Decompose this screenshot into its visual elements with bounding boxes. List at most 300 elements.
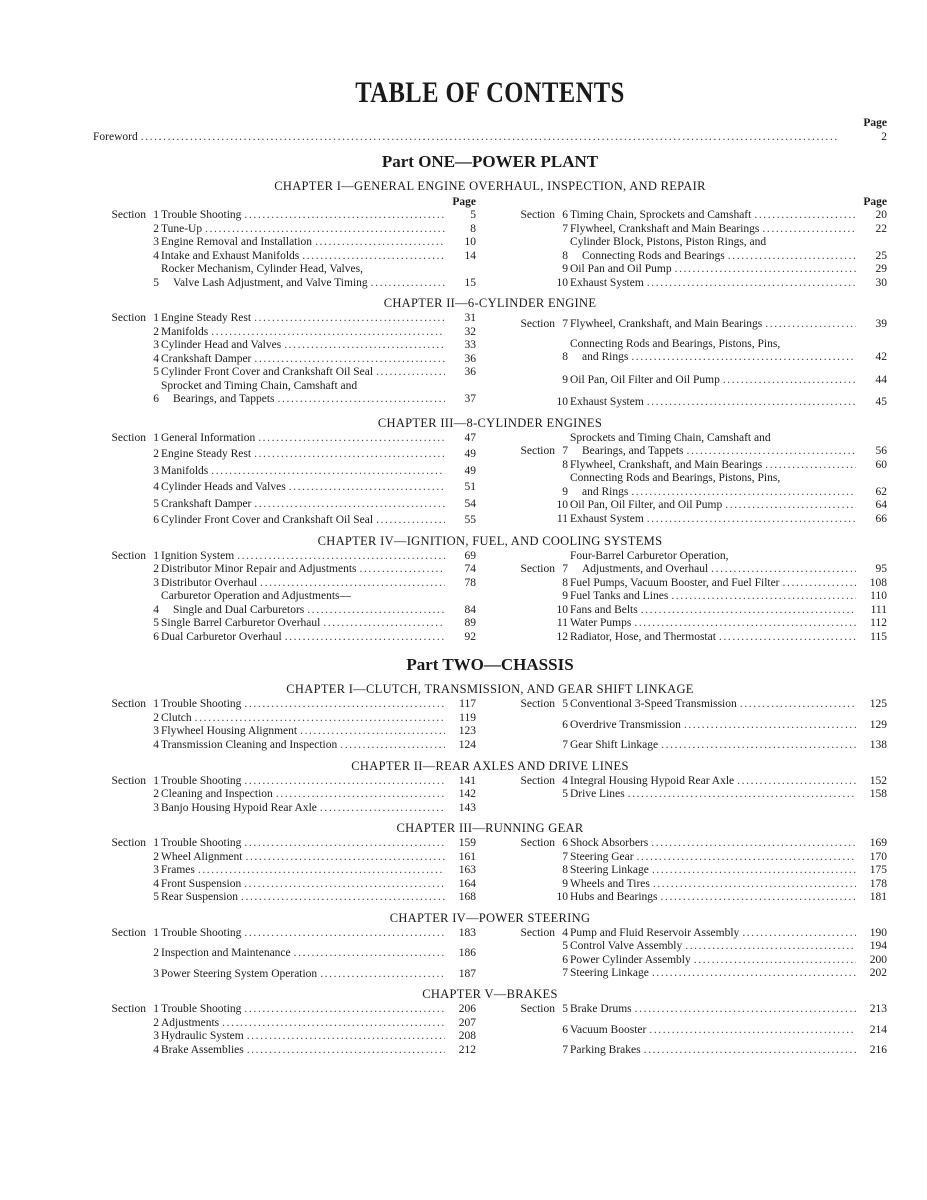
entry-page-number: 175	[869, 864, 887, 876]
entry-title-text: Connecting Rods and Bearings, Pistons, Pins,	[570, 472, 781, 484]
entry-title-line	[161, 802, 448, 816]
section-number: 7	[562, 850, 568, 863]
section-number-cell	[502, 891, 570, 905]
entry-title	[161, 326, 448, 340]
toc-entry	[502, 891, 887, 905]
entry-page-number: 29	[875, 263, 887, 275]
entry-title	[570, 927, 859, 941]
dot-leader	[725, 499, 856, 513]
entry-title-text: Single Barrel Carburetor Overhaul	[161, 617, 321, 629]
entry-title-line	[570, 739, 859, 753]
entry-page-number: 108	[869, 576, 887, 589]
dot-leader	[320, 968, 445, 982]
entry-title-text: Power Cylinder Assembly	[570, 953, 691, 966]
entry-title	[570, 499, 859, 513]
entry-title-line	[570, 432, 859, 446]
entry-title	[570, 550, 859, 577]
entry-title-line	[161, 236, 448, 250]
entry-title	[570, 318, 859, 332]
section-number: 3	[153, 464, 159, 477]
entry-title-text: Hubs and Bearings	[570, 891, 658, 903]
entry-page-number: 186	[458, 947, 476, 959]
entry-title-text: Shock Absorbers	[570, 837, 649, 849]
entry-title-text: Cylinder Heads and Valves	[161, 481, 286, 493]
section-number-cell	[93, 1017, 161, 1031]
section-number: 5	[153, 276, 159, 289]
section-number: 6	[562, 718, 568, 731]
dot-leader	[323, 617, 445, 631]
entry-title	[161, 891, 448, 905]
entry-title-text: Manifolds	[161, 325, 209, 338]
entry-title-line	[161, 968, 448, 982]
toc-entry	[93, 1003, 476, 1017]
section-number: 2	[153, 325, 159, 338]
entry-title	[570, 940, 859, 954]
dot-leader	[647, 396, 856, 410]
foreword-entry	[93, 130, 887, 145]
section-number-cell	[93, 432, 161, 446]
entry-title	[161, 339, 448, 353]
entry-title	[161, 563, 448, 577]
entry-title-text: Adjustments, and Overhaul	[582, 563, 709, 575]
entry-title-text: Single and Dual Carburetors	[173, 603, 305, 616]
section-number: 5	[562, 1003, 568, 1015]
section-number: 7	[562, 318, 568, 330]
entry-title-line	[570, 954, 859, 968]
chapter-columns	[93, 209, 887, 290]
entry-page-number: 33	[464, 339, 476, 351]
section-number-cell	[502, 577, 570, 591]
dot-leader	[222, 1017, 445, 1031]
entry-title-text: Crankshaft Damper	[161, 497, 252, 510]
toc-entry	[502, 851, 887, 865]
chapter-columns	[93, 775, 887, 816]
entry-title-text: Trouble Shooting	[161, 926, 242, 939]
entry-title	[161, 1017, 448, 1031]
part-title: Part TWO—CHASSIS	[406, 655, 574, 674]
section-number: 9	[562, 877, 568, 890]
section-number: 6	[562, 1023, 568, 1036]
entry-title-text: Flywheel, Crankshaft, and Main Bearings	[570, 458, 763, 471]
entry-title-line	[570, 472, 859, 486]
right-column	[502, 550, 887, 645]
dot-leader	[783, 577, 856, 591]
entry-title	[161, 725, 448, 739]
section-number: 5	[562, 698, 568, 710]
entry-page-number: 115	[870, 630, 887, 643]
entry-title-line	[161, 432, 448, 446]
section-number-cell	[502, 459, 570, 473]
section-number: 10	[556, 891, 568, 903]
toc-entry	[502, 223, 887, 237]
entry-title-line	[161, 712, 448, 726]
entry-title	[161, 837, 448, 851]
entry-title-text: Exhaust System	[570, 512, 644, 525]
entry-title	[161, 577, 448, 591]
section-number-cell	[93, 878, 161, 892]
chapter-title: CHAPTER V—BRAKES	[422, 987, 558, 1001]
entry-title-line	[570, 1044, 859, 1058]
entry-title-line	[161, 851, 448, 865]
entry-title-line	[161, 864, 448, 878]
entry-page-number: 74	[464, 563, 476, 575]
dot-leader	[635, 1003, 856, 1017]
toc-entry	[93, 775, 476, 789]
entry-title-line	[161, 465, 448, 479]
dot-leader	[719, 631, 856, 645]
section-number: 10	[556, 603, 568, 616]
entry-title	[161, 250, 448, 264]
dot-leader	[276, 788, 445, 802]
toc-entry	[93, 326, 476, 340]
part-section	[93, 654, 887, 1058]
entry-title	[161, 947, 448, 961]
section-number: 3	[153, 725, 159, 737]
entry-title-line	[161, 775, 448, 789]
entry-title	[161, 631, 448, 645]
section-number: 5	[153, 617, 159, 629]
section-number-cell	[502, 927, 570, 941]
toc-entry	[93, 481, 476, 495]
toc-entry	[93, 631, 476, 645]
entry-title-line	[570, 864, 859, 878]
dot-leader	[765, 318, 856, 332]
entry-title-line	[161, 927, 448, 941]
section-number-cell	[93, 498, 161, 512]
section-number-cell	[93, 968, 161, 982]
section-number-cell	[502, 940, 570, 954]
toc-entry	[93, 968, 476, 982]
section-number: 8	[562, 249, 568, 262]
section-number-cell	[93, 563, 161, 577]
entry-title-text: Connecting Rods and Bearings, Pistons, Pins,	[570, 337, 781, 350]
entry-title-line	[570, 878, 859, 892]
entry-title-line	[570, 223, 859, 237]
toc-entry	[502, 1024, 887, 1038]
section-label: Section	[520, 563, 555, 575]
entry-title-line	[161, 631, 448, 645]
section-number: 4	[153, 249, 159, 262]
entry-title-line	[570, 209, 859, 223]
section-number-cell	[93, 1044, 161, 1058]
entry-page-number: 178	[869, 877, 887, 890]
entry-page-number: 164	[458, 877, 476, 890]
entry-title-text: Radiator, Hose, and Thermostat	[570, 630, 716, 643]
section-number-cell	[93, 550, 161, 564]
entry-title	[570, 590, 859, 604]
toc-entry	[502, 318, 887, 332]
entry-page-number: 200	[869, 953, 887, 966]
entry-title	[161, 514, 448, 528]
entry-page-number: 31	[464, 312, 476, 324]
entry-title	[570, 374, 859, 388]
dot-leader	[649, 1024, 856, 1038]
section-number-cell	[93, 1003, 161, 1017]
entry-title-line	[161, 698, 448, 712]
section-number: 1	[153, 209, 159, 221]
page-header-col	[502, 195, 887, 209]
entry-title-line	[570, 459, 859, 473]
section-number: 1	[153, 774, 159, 787]
chapter-section	[93, 985, 887, 1058]
entry-page-number: 15	[464, 276, 476, 289]
entry-title-text: Cylinder Head and Valves	[161, 339, 282, 351]
section-number-cell	[93, 339, 161, 353]
dot-leader	[661, 891, 856, 905]
section-number-cell	[502, 967, 570, 981]
chapter-columns	[93, 1003, 887, 1058]
section-number: 1	[153, 312, 159, 324]
section-number: 5	[153, 497, 159, 510]
toc-entry	[93, 563, 476, 577]
toc-entry	[93, 927, 476, 941]
left-column	[93, 1003, 476, 1058]
entry-title-text: Exhaust System	[570, 276, 644, 289]
dot-leader	[285, 631, 445, 645]
entry-title-text: Flywheel, Crankshaft and Main Bearings	[570, 222, 760, 235]
dot-leader	[631, 486, 856, 500]
section-number: 6	[562, 953, 568, 966]
entry-title-line	[161, 739, 448, 753]
entry-title	[570, 577, 859, 591]
dot-leader	[742, 927, 856, 941]
section-number: 12	[556, 630, 568, 643]
toc-entry	[93, 550, 476, 564]
section-number-cell	[502, 396, 570, 410]
entry-page-number: 22	[875, 222, 887, 235]
section-number: 1	[153, 431, 159, 444]
entry-title-line	[570, 486, 859, 500]
entry-title-line	[570, 837, 859, 851]
entry-title-text: Inspection and Maintenance	[161, 947, 291, 959]
dot-leader	[371, 277, 445, 291]
entry-title-line	[570, 563, 859, 577]
toc-entry	[93, 236, 476, 250]
toc-entry	[502, 719, 887, 733]
chapter-section	[93, 819, 887, 905]
entry-title-text: Carburetor Operation and Adjustments—	[161, 590, 352, 602]
section-number-cell	[93, 250, 161, 264]
chapter-title: CHAPTER II—6-CYLINDER ENGINE	[383, 296, 597, 310]
entry-title	[570, 878, 859, 892]
entry-page-number: 51	[464, 481, 476, 493]
entry-title-text: Oil Pan, Oil Filter and Oil Pump	[570, 373, 720, 386]
entry-title-text: and Rings	[582, 485, 629, 498]
section-number-cell	[93, 277, 161, 291]
dot-leader	[661, 739, 856, 753]
entry-page-number: 25	[875, 249, 887, 262]
entry-title-text: Manifolds	[161, 464, 209, 477]
section-number-cell	[93, 788, 161, 802]
entry-title-text: Sprockets and Timing Chain, Camshaft and	[570, 431, 771, 444]
dot-leader	[307, 604, 445, 618]
dot-leader	[376, 366, 445, 380]
toc-entry	[502, 878, 887, 892]
entry-page-number: 216	[869, 1044, 887, 1056]
section-number: 8	[562, 864, 568, 876]
toc-entry	[502, 967, 887, 981]
entry-title-text: Integral Housing Hypoid Rear Axle	[570, 774, 735, 787]
section-number: 7	[562, 445, 568, 457]
entry-title-line	[161, 353, 448, 367]
entry-page-number: 214	[869, 1023, 887, 1036]
section-number: 1	[153, 1003, 159, 1015]
entry-title-text: Flywheel Housing Alignment	[161, 725, 298, 737]
toc-entry	[502, 374, 887, 388]
entry-title	[161, 1030, 448, 1044]
entry-title-text: Drive Lines	[570, 788, 625, 800]
section-number-cell	[93, 326, 161, 340]
entry-page-number: 49	[464, 448, 476, 460]
section-number-cell	[502, 513, 570, 527]
entry-title-line	[161, 1003, 448, 1017]
toc-entry	[502, 739, 887, 753]
section-number-cell	[93, 1030, 161, 1044]
entry-title	[161, 712, 448, 726]
entry-title	[570, 851, 859, 865]
dot-leader	[737, 775, 856, 789]
toc-entry	[93, 1044, 476, 1058]
entry-title-line	[161, 339, 448, 353]
section-number: 6	[562, 209, 568, 221]
entry-title-text: Gear Shift Linkage	[570, 739, 659, 751]
entry-title	[570, 775, 859, 789]
section-number-cell	[93, 725, 161, 739]
toc-entry	[93, 312, 476, 326]
entry-title-line	[161, 223, 448, 237]
section-label: Section	[111, 1003, 146, 1015]
section-number: 5	[153, 891, 159, 903]
toc-entry	[502, 1003, 887, 1017]
entry-page-number: 123	[458, 725, 476, 737]
section-number-cell	[93, 712, 161, 726]
toc-entry	[502, 396, 887, 410]
entry-title-text: Trouble Shooting	[161, 209, 242, 221]
right-column	[502, 209, 887, 290]
section-number: 4	[153, 1043, 159, 1056]
entry-page-number: 62	[875, 485, 887, 498]
entry-title-text: Timing Chain, Sprockets and Camshaft	[570, 209, 752, 221]
entry-title-text: Cylinder Front Cover and Crankshaft Oil Seal	[161, 366, 374, 378]
toc-entry	[502, 775, 887, 789]
entry-title-line	[161, 326, 448, 340]
section-number-cell	[502, 631, 570, 645]
entry-page-number: 36	[464, 352, 476, 365]
section-number-cell	[93, 775, 161, 789]
entry-page-number: 54	[464, 497, 476, 510]
entry-title-line	[570, 236, 859, 250]
dot-leader	[284, 339, 445, 353]
section-label: Section	[520, 698, 555, 710]
entry-page-number: 89	[464, 617, 476, 629]
entry-title	[161, 851, 448, 865]
entry-title	[570, 277, 859, 291]
entry-title	[161, 465, 448, 479]
toc-entry	[502, 472, 887, 499]
entry-title-line	[161, 498, 448, 512]
toc-entry	[93, 837, 476, 851]
section-label: Section	[111, 774, 146, 787]
section-number-cell	[93, 864, 161, 878]
toc-entry	[93, 514, 476, 528]
dot-leader	[340, 739, 445, 753]
entry-title	[570, 223, 859, 237]
section-number: 6	[562, 837, 568, 849]
entry-title-text: Wheel Alignment	[161, 850, 243, 863]
dot-leader	[644, 1044, 856, 1058]
dot-leader	[254, 498, 445, 512]
entry-title-line	[570, 940, 859, 954]
section-number: 4	[562, 774, 568, 787]
section-number: 7	[562, 222, 568, 235]
entry-page-number: 14	[464, 249, 476, 262]
section-number-cell	[502, 1003, 570, 1017]
entry-title-line	[570, 927, 859, 941]
toc-entry	[93, 712, 476, 726]
entry-title-line	[161, 448, 448, 462]
entry-title	[570, 954, 859, 968]
entry-page-number: 64	[875, 499, 887, 511]
toc-entry	[93, 891, 476, 905]
dot-leader	[244, 837, 445, 851]
entry-title-line	[161, 380, 448, 394]
section-number: 2	[153, 947, 159, 959]
entry-title-text: Cylinder Block, Pistons, Piston Rings, and	[570, 236, 767, 248]
entry-page-number: 141	[458, 774, 476, 787]
right-column	[502, 698, 887, 753]
entry-title-text: Bearings, and Tappets	[173, 393, 275, 405]
section-label: Section	[520, 837, 555, 849]
section-number: 4	[153, 877, 159, 890]
entry-title	[161, 448, 448, 462]
entry-title-text: Fuel Tanks and Lines	[570, 590, 669, 602]
section-number-cell	[93, 851, 161, 865]
dot-leader	[641, 604, 856, 618]
entry-page-number: 69	[464, 549, 476, 562]
entry-page-number: 125	[869, 698, 887, 710]
entry-title-line	[570, 698, 859, 712]
section-number-cell	[93, 465, 161, 479]
entry-title	[570, 604, 859, 618]
dot-leader	[675, 263, 856, 277]
entry-page-number: 212	[458, 1043, 476, 1056]
foreword-page: 2	[881, 131, 887, 143]
toc-entry	[502, 698, 887, 712]
dot-leader	[723, 374, 856, 388]
entry-page-number: 45	[875, 396, 887, 408]
entry-title	[570, 513, 859, 527]
toc-entry	[502, 209, 887, 223]
entry-title-text: Oil Pan and Oil Pump	[570, 263, 672, 275]
left-column	[93, 927, 476, 982]
left-column	[93, 209, 476, 290]
entry-page-number: 10	[464, 236, 476, 248]
toc-entry	[502, 499, 887, 513]
entry-title-line	[161, 366, 448, 380]
entry-title-line	[570, 775, 859, 789]
chapter-columns	[93, 312, 887, 410]
entry-title-line	[161, 788, 448, 802]
entry-title-line	[570, 604, 859, 618]
section-number: 8	[562, 351, 568, 363]
toc-entry	[93, 802, 476, 816]
chapter-title: CHAPTER IV—IGNITION, FUEL, AND COOLING SYSTEMS	[317, 533, 663, 548]
entry-page-number: 202	[869, 967, 887, 979]
foreword-label: Foreword	[93, 131, 138, 143]
dot-leader	[652, 967, 856, 981]
dot-leader	[244, 209, 445, 223]
toc-entry	[93, 1017, 476, 1031]
